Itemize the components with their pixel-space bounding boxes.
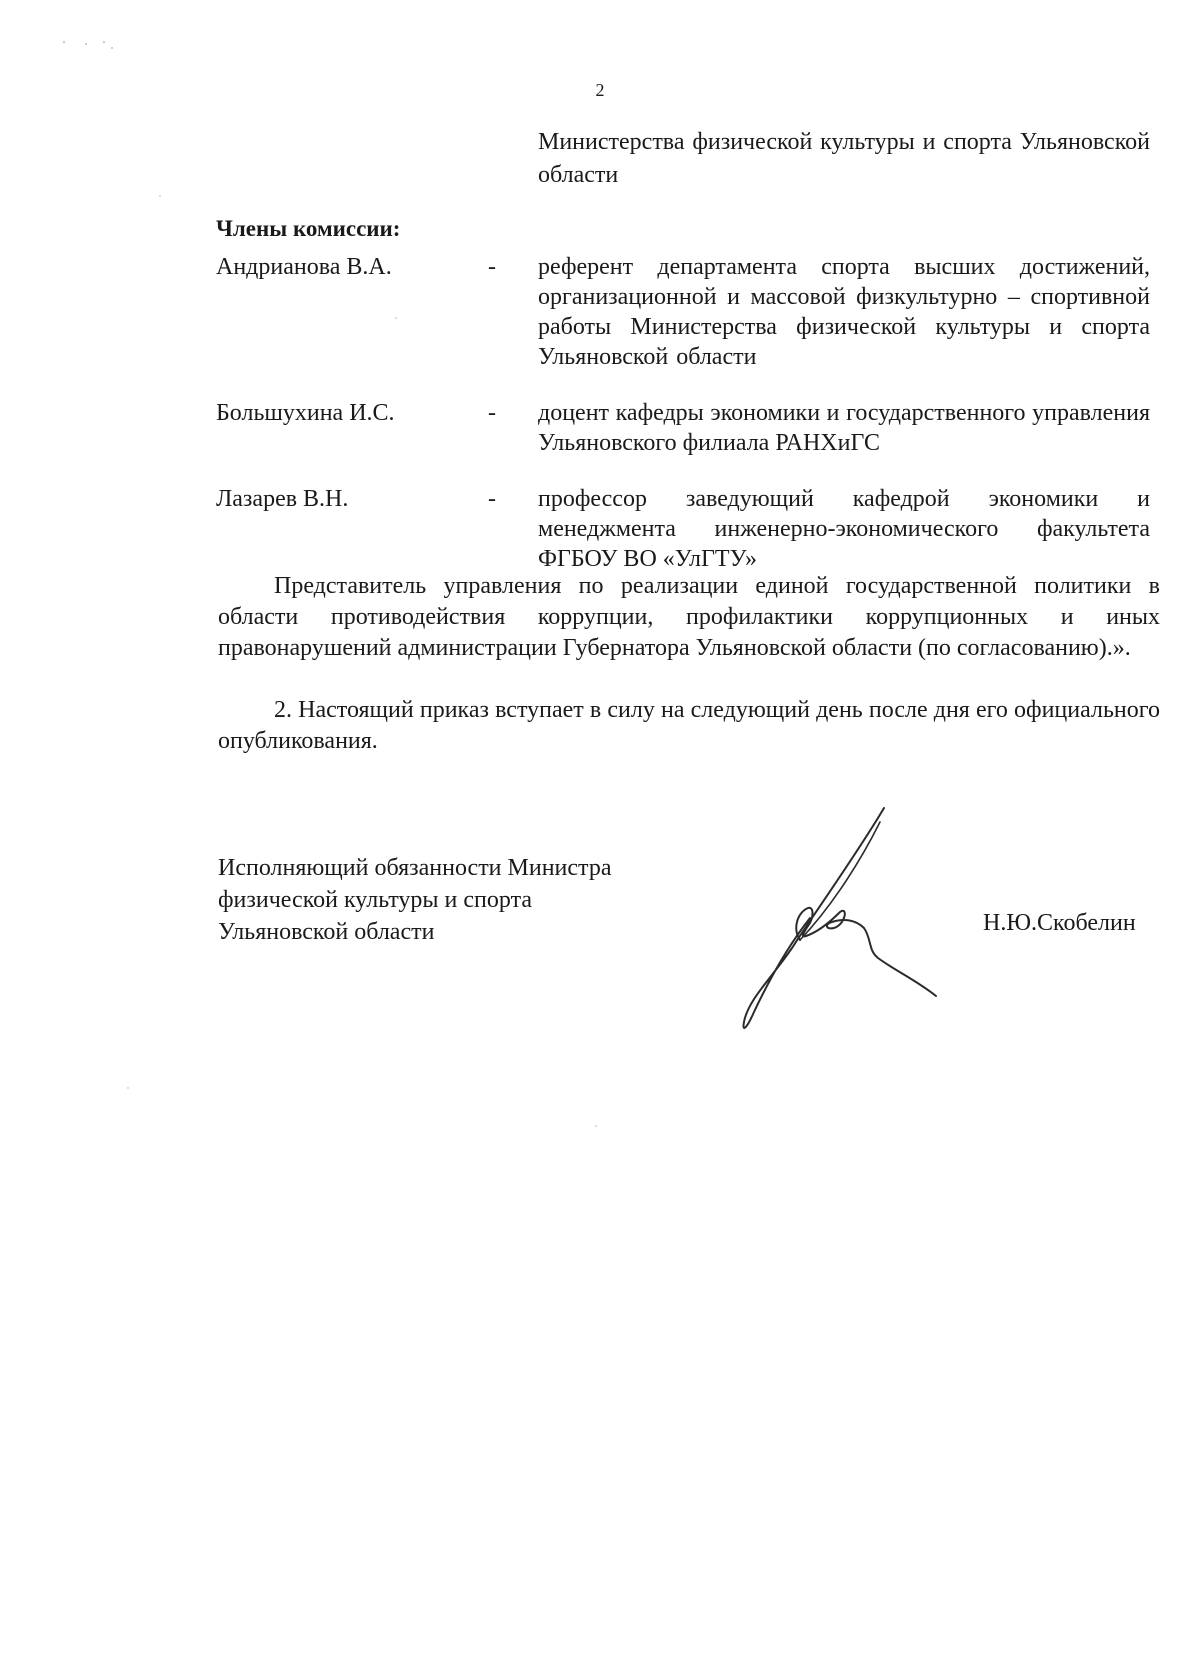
member-description: профессор заведующий кафедрой экономики и менеджмента инженерно-экономического факультета ФГБОУ ВО «УлГТУ»: [538, 486, 1150, 572]
signatory-title-line: Ульяновской области: [218, 919, 435, 945]
signatory-title-line: Исполняющий обязанности Министра: [218, 855, 612, 881]
signatory-title: [218, 852, 611, 948]
member-dash: -: [488, 486, 496, 512]
members-heading: Члены комиссии:: [216, 216, 401, 241]
handwritten-signature: [730, 800, 970, 1040]
member-name: Андрианова В.А.: [216, 254, 392, 280]
member-dash: -: [488, 400, 496, 426]
representative-paragraph: Представитель управления по реализации единой государственной политики в области противодействия коррупции, профилактики коррупционных и иных правонарушений администрации Губернатора Ульяновской области (по согласованию).».: [218, 573, 1160, 661]
effective-date-paragraph: 2. Настоящий приказ вступает в силу на следующий день после дня его официального опубликования.: [218, 697, 1160, 754]
member-name: Лазарев В.Н.: [216, 486, 349, 512]
member-description: референт департамента спорта высших достижений, организационной и массовой физкультурно – спортивной работы Министерства физической культуры и спорта Ульяновской области: [538, 254, 1150, 370]
member-dash: -: [488, 254, 496, 280]
signatory-title-line: физической культуры и спорта: [218, 887, 533, 913]
signatory-name: Н.Ю.Скобелин: [983, 910, 1136, 936]
continuation-text: Министерства физической культуры и спорта Ульяновской области: [538, 129, 1150, 188]
member-name: Большухина И.С.: [216, 400, 395, 426]
page-number: 2: [595, 80, 605, 100]
member-description: доцент кафедры экономики и государственного управления Ульяновского филиала РАНХиГС: [538, 400, 1150, 456]
